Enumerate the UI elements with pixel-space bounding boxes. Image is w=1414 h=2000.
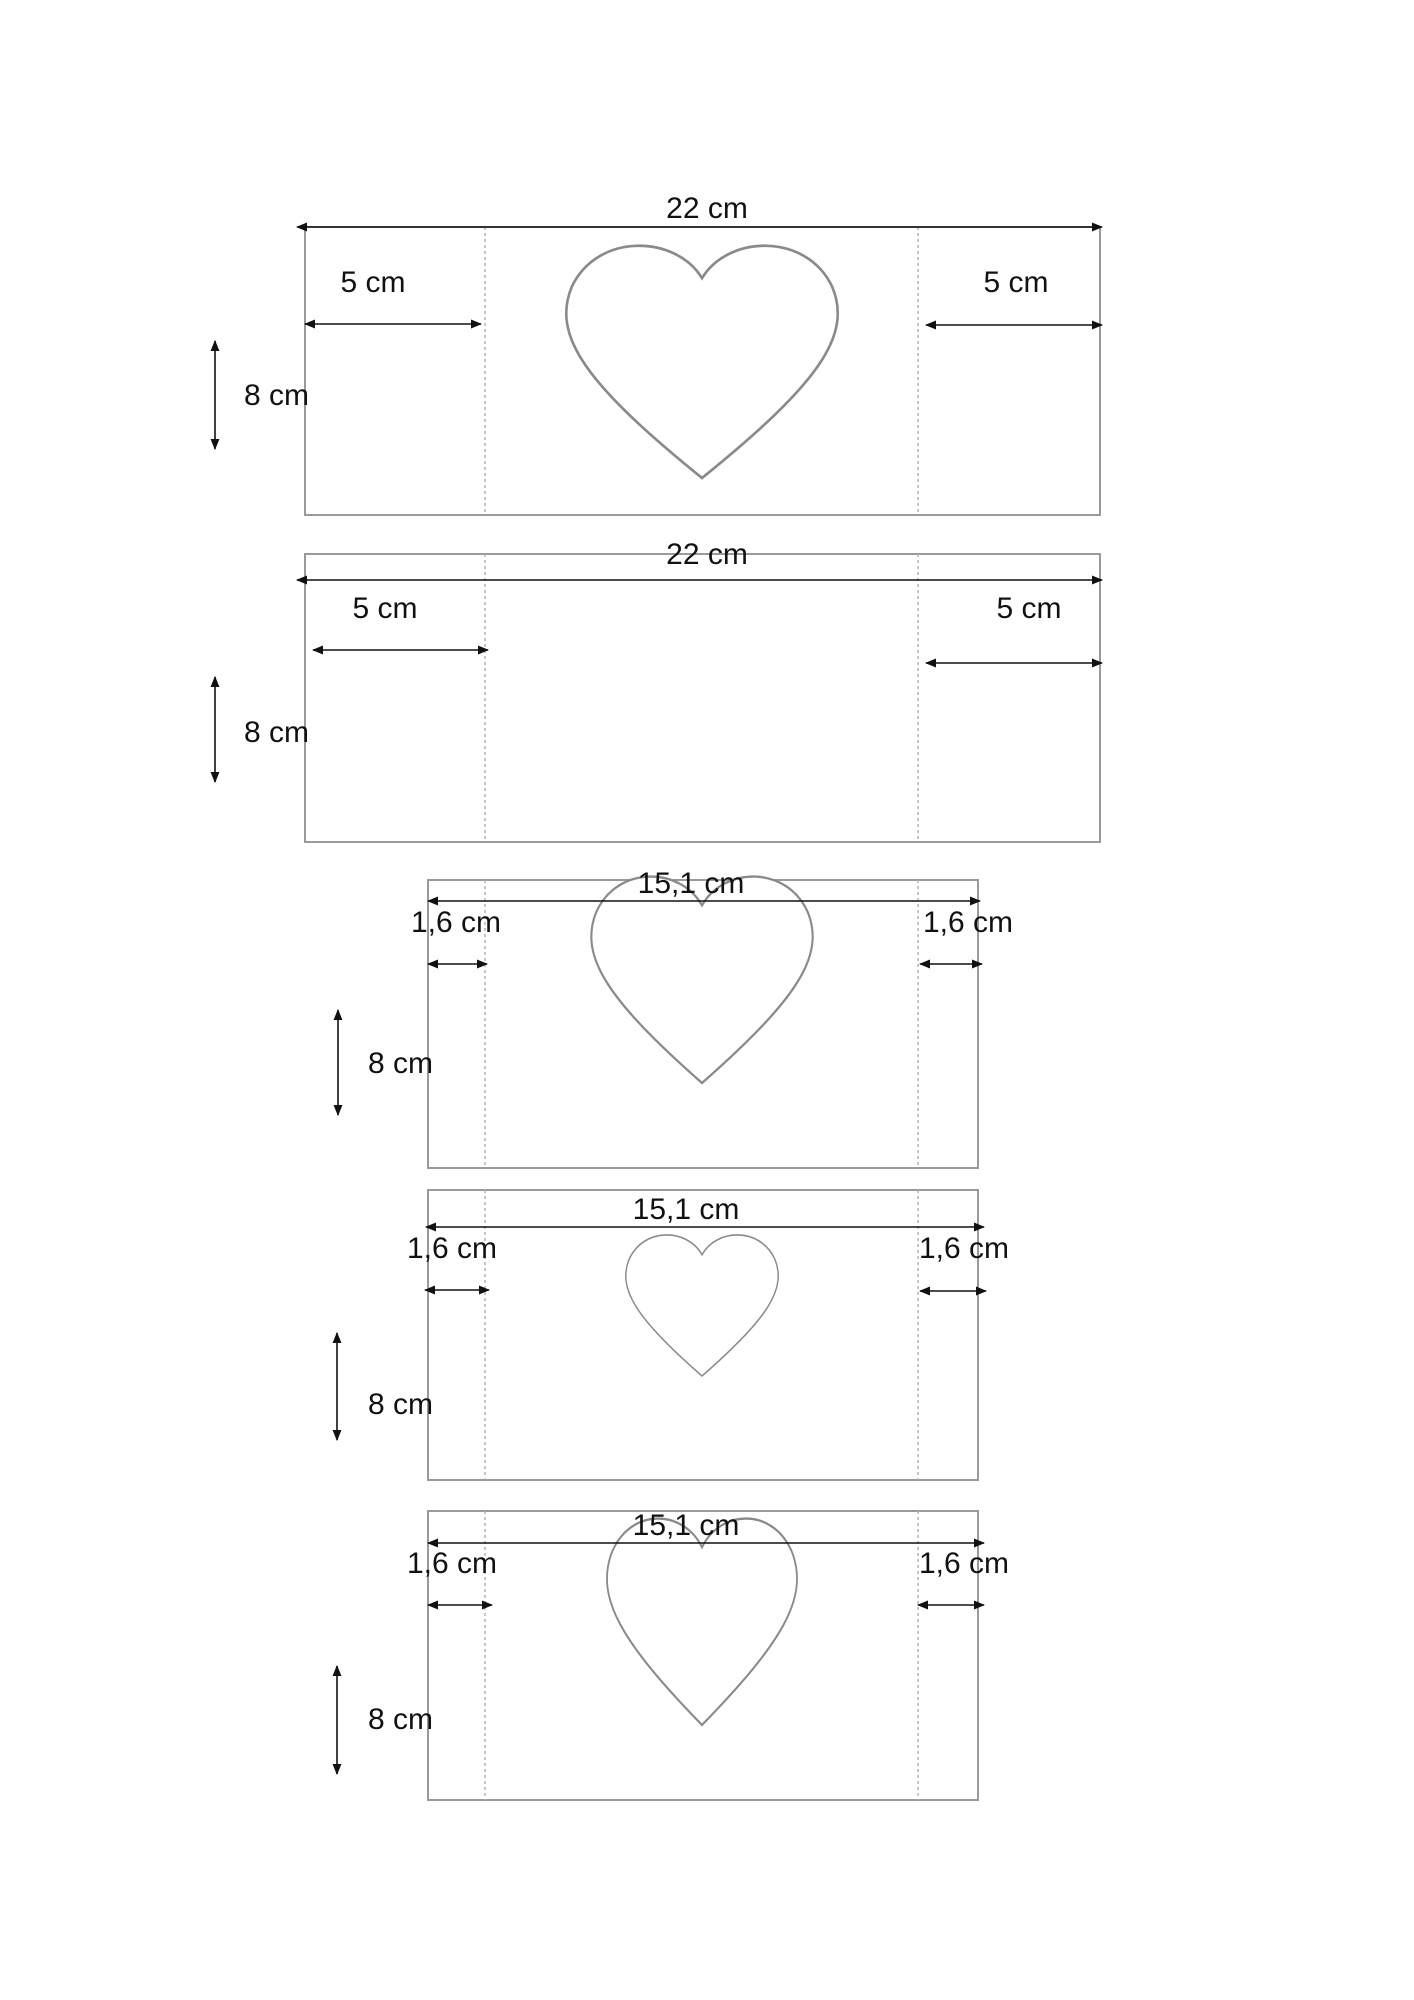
height-label: 8 cm	[368, 1047, 434, 1080]
panel-3	[338, 867, 1013, 1168]
panel-5	[337, 1509, 1009, 1800]
width-label: 22 cm	[666, 538, 748, 571]
panel-2	[215, 538, 1102, 842]
left-flap-label: 1,6 cm	[406, 1232, 498, 1265]
left-flap-label: 5 cm	[352, 592, 418, 625]
height-label: 8 cm	[368, 1388, 434, 1421]
right-flap-label: 5 cm	[983, 266, 1049, 299]
panel-outline	[305, 554, 1100, 842]
width-label: 15,1 cm	[632, 1509, 740, 1542]
width-label: 22 cm	[666, 192, 748, 225]
height-label: 8 cm	[368, 1703, 434, 1736]
right-flap-label: 1,6 cm	[918, 1232, 1010, 1265]
width-label: 15,1 cm	[632, 1193, 740, 1226]
left-flap-label: 1,6 cm	[410, 906, 502, 939]
right-flap-label: 1,6 cm	[922, 906, 1014, 939]
left-flap-label: 1,6 cm	[406, 1547, 498, 1580]
right-flap-label: 1,6 cm	[918, 1547, 1010, 1580]
right-flap-label: 5 cm	[996, 592, 1062, 625]
panel-4	[337, 1190, 1009, 1480]
width-label: 15,1 cm	[637, 867, 745, 900]
height-label: 8 cm	[244, 716, 310, 749]
left-flap-label: 5 cm	[340, 266, 406, 299]
height-label: 8 cm	[244, 379, 310, 412]
panel-1	[215, 192, 1102, 515]
